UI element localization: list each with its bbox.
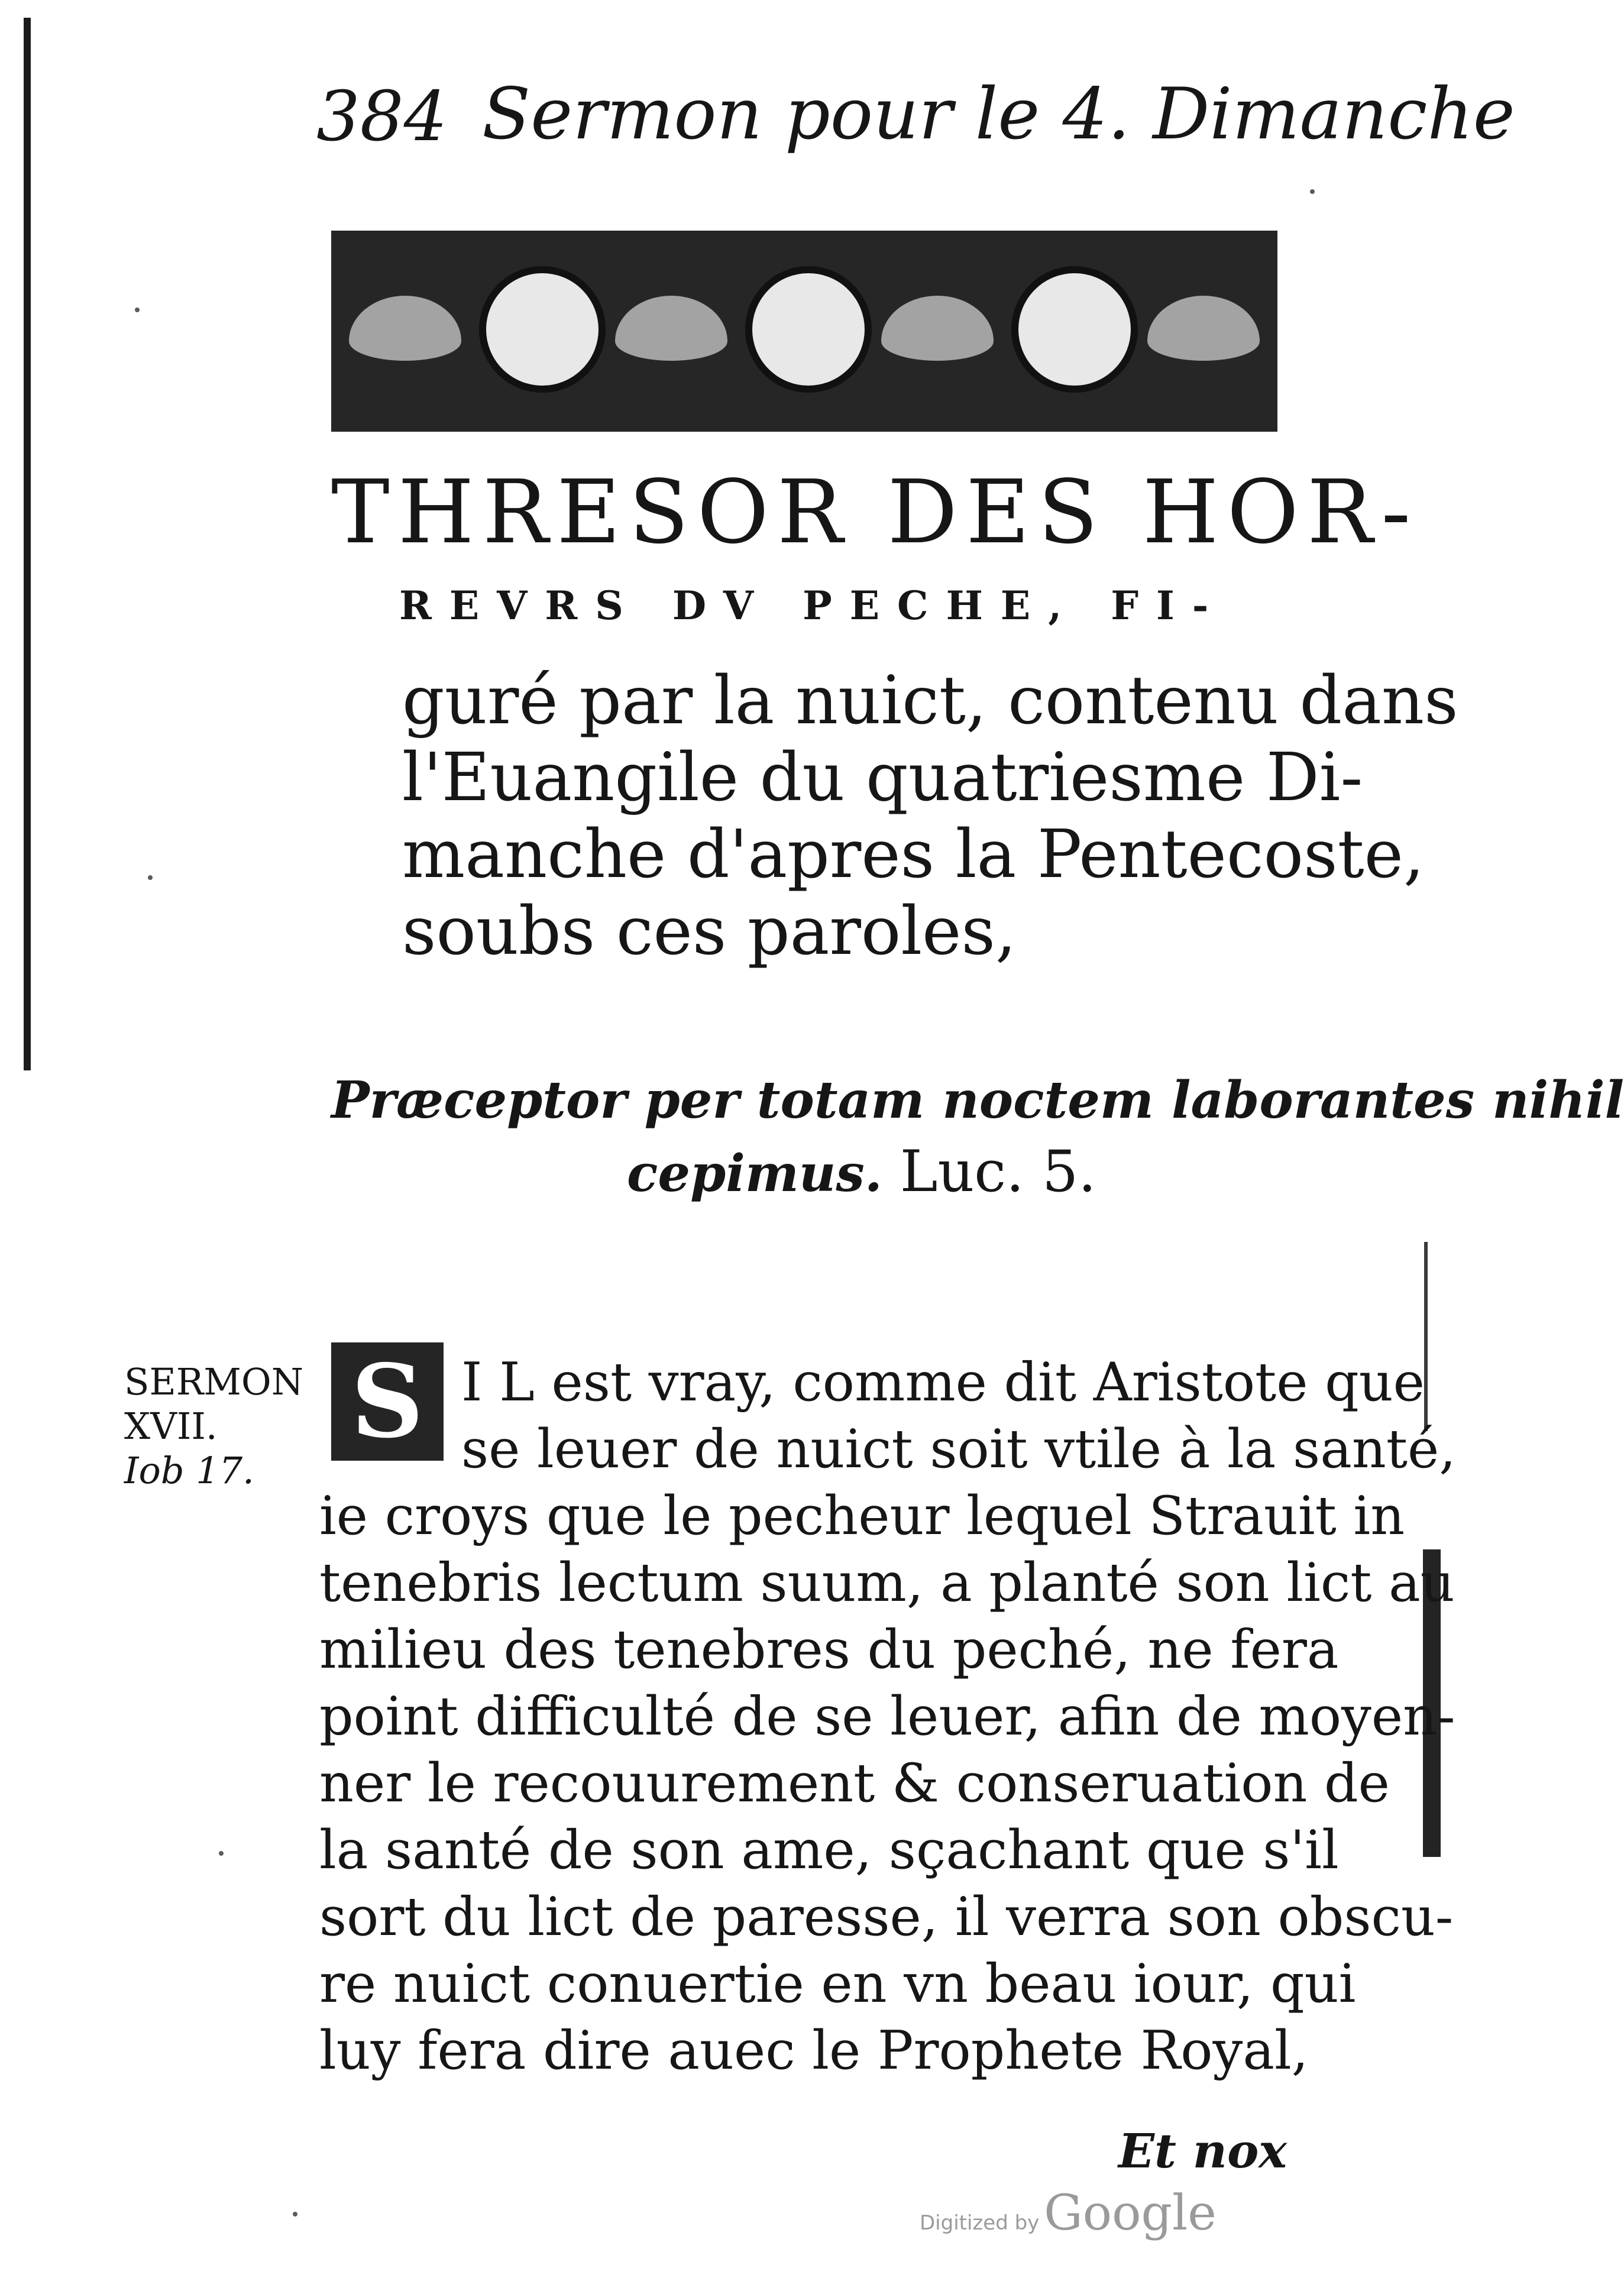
title-line: guré par la nuict, contenu dans bbox=[402, 662, 1458, 739]
title-line: l'Euangile du quatriesme Di- bbox=[402, 739, 1363, 816]
body-line: sort du lict de paresse, il verra son obscu- bbox=[319, 1886, 1454, 1948]
running-title: Sermon pour le 4. Dimanche bbox=[482, 73, 1515, 156]
catchword: Et nox bbox=[1118, 2123, 1287, 2179]
body-line: se leuer de nuict soit vtile à la santé, bbox=[461, 1418, 1456, 1480]
body-line: I L est vray, comme dit Aristote que bbox=[461, 1351, 1425, 1413]
watermark-brand: Google bbox=[1044, 2185, 1217, 2241]
ink-speck bbox=[293, 2212, 297, 2216]
title-line: manche d'apres la Pentecoste, bbox=[402, 816, 1425, 893]
page-number: 384 bbox=[316, 77, 448, 157]
body-line: la santé de son ame, sçachant que s'il bbox=[319, 1819, 1339, 1881]
epigraph-line-1: Præceptor per totam noctem laborantes nihil bbox=[331, 1070, 1624, 1130]
ink-speck bbox=[135, 308, 140, 312]
title-line-2: REVRS DV PECHE, FI- bbox=[399, 583, 1227, 629]
body-line: point difficulté de se leuer, afin de moyen- bbox=[319, 1685, 1455, 1748]
ink-speck bbox=[1310, 189, 1315, 194]
title-line-1: THRESOR DES HOR- bbox=[331, 461, 1419, 563]
margin-note-sermon: SERMON bbox=[124, 1360, 303, 1403]
body-line: ie croys que le pecheur lequel Strauit in bbox=[319, 1485, 1405, 1547]
ink-speck bbox=[148, 875, 153, 880]
epigraph-reference: Luc. 5. bbox=[900, 1138, 1096, 1205]
body-line: milieu des tenebres du peché, ne fera bbox=[319, 1619, 1339, 1681]
headpiece-ornament bbox=[331, 231, 1277, 432]
page-edge-shadow-left bbox=[24, 18, 31, 1070]
digitized-watermark bbox=[920, 2185, 1217, 2241]
epigraph-latin: cepimus. bbox=[627, 1144, 882, 1203]
drop-cap: S bbox=[331, 1342, 444, 1461]
ink-speck bbox=[219, 1851, 224, 1856]
body-line: luy fera dire auec le Prophete Royal, bbox=[319, 2020, 1309, 2082]
margin-note-number: XVII. bbox=[124, 1405, 218, 1448]
body-line: re nuict conuertie en vn beau iour, qui bbox=[319, 1953, 1356, 2015]
title-line: soubs ces paroles, bbox=[402, 893, 1017, 970]
body-line: ner le recouurement & conseruation de bbox=[319, 1752, 1390, 1814]
margin-note-reference: Iob 17. bbox=[124, 1449, 254, 1492]
watermark-prefix: Digitized by bbox=[920, 2211, 1040, 2235]
body-line: tenebris lectum suum, a planté son lict au bbox=[319, 1552, 1455, 1614]
epigraph-line-2 bbox=[627, 1138, 1096, 1205]
